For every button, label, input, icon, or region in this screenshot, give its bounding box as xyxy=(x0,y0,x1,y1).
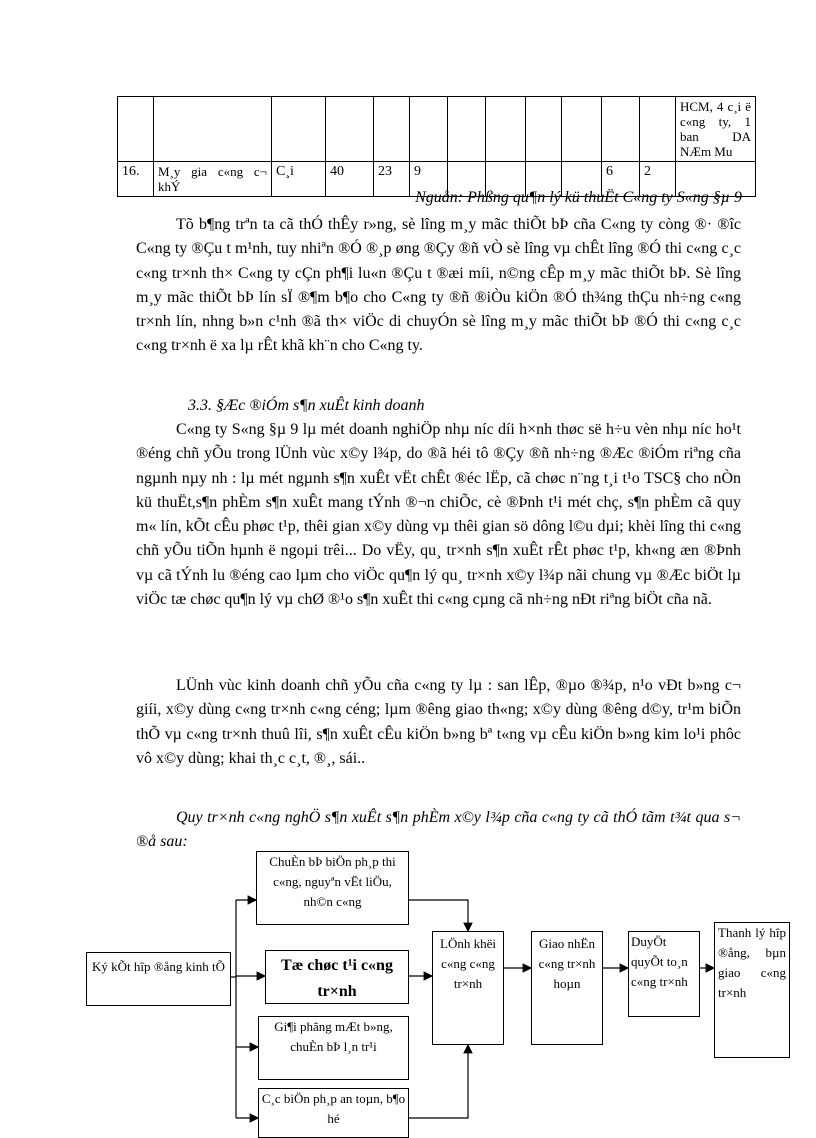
table-cell: 2 xyxy=(640,162,676,197)
step-liquidate-contract: Thanh lý hîp ®ång, bµn giao c«ng tr×nh xyxy=(714,922,790,1058)
section-heading: 3.3. §Æc ®iÓm s¶n xuÊt kinh doanh xyxy=(188,397,425,414)
step-sign-contract: Ký kÕt hîp ®ång kinh tÕ xyxy=(86,952,231,1006)
step-safety-measures: C¸c biÖn ph¸p an toµn, b¶o hé xyxy=(258,1088,409,1138)
table-cell-name: M¸y gia c«ng c¬ khÝ xyxy=(154,162,272,197)
source-note: Nguån: Phßng qu¶n lý kü thuËt C«ng ty S«ng §µ 9 xyxy=(415,189,742,206)
paragraph-process-intro: Quy tr×nh c«ng nghÖ s¶n xuÊt s¶n phÈm x©y l¾p cña c«ng ty cã thÓ tãm t¾t qua s¬ ®å sau: xyxy=(136,809,741,851)
paragraph-characteristics: C«ng ty S«ng §µ 9 lµ mét doanh nghiÖp nhµ níc díi h×nh thøc së h÷u vèn nhµ níc ho¹t ®éng chñ yÕu trong lÜnh vùc x©y l¾p, do ®ã héi tô ®Çy ®ñ nh÷ng ®Æc ®iÓm riªng cña ngµnh nµy nh : lµ mét ngµnh s¶n xuÊt vËt chÊt ®éc lËp, cã chøc n¨ng t¸i t¹o TSC§ cho nÒn kü thuËt,s¶n phÈm s¶n xuÊt mang tÝnh ®¬n chiÕc, cè ®Þnh t¹i mét chç, s¶n phÈm cã quy m« lín, kÕt cÊu phøc t¹p, thêi gian x©y dùng vµ thêi gian sö dông l©u dµi; khèi lîng thi c«ng chñ yÕu tiÕn hµnh ë ngoµi trêi... Do vËy, qu¸ tr×nh s¶n xuÊt rÊt phøc t¹p, kh«ng æn ®Þnh vµ cã tÝnh lu ®éng cao lµm cho viÖc qu¶n lý qu¸ tr×nh x©y l¾p nãi chung vµ ®Æc biÖt lµ viÖc tæ chøc qu¶n lý vµ chØ ®¹o s¶n xuÊt thi c«ng cµng cã nh÷ng nÐt riªng biÖt cña nã. xyxy=(136,421,741,609)
step-prepare-resources: ChuÈn bÞ biÖn ph¸p thi c«ng, nguyªn vËt liÖu, nh©n c«ng xyxy=(256,851,409,925)
step-organize-site: Tæ chøc t¹i c«ng tr×nh xyxy=(265,950,409,1004)
table-cell-index: 16. xyxy=(118,162,154,197)
table-cell: 23 xyxy=(374,162,410,197)
table-cell: 40 xyxy=(326,162,374,197)
step-approve-settlement: DuyÖt quyÕt to¸n c«ng tr×nh xyxy=(628,931,700,1017)
step-handover: Giao nhËn c«ng tr×nh hoµn xyxy=(531,931,603,1045)
step-site-clearance: Gi¶i phãng mÆt b»ng, chuÈn bÞ l¸n tr¹i xyxy=(258,1016,409,1080)
paragraph-business-fields: LÜnh vùc kinh doanh chñ yÕu cña c«ng ty lµ : san lÊp, ®µo ®¾p, n¹o vÐt b»ng c¬ giíi, x©y dùng c«ng tr×nh c«ng céng; lµm ®êng giao th«ng; x©y dùng ®êng d©y, tr¹m biÕn thÕ vµ c«ng tr×nh thuû lîi, s¶n xuÊt cÊu kiÖn b»ng bª t«ng vµ cÊu kiÖn b»ng kim lo¹i phôc vô x©y dùng; khai th¸c c¸t, ®¸, sái.. xyxy=(136,677,741,767)
table-cell-unit: C¸i xyxy=(272,162,326,197)
table-cell: 9 xyxy=(410,162,448,197)
table-cell: 6 xyxy=(602,162,640,197)
connector-arrow xyxy=(409,1045,468,1118)
step-start-order: LÖnh khëi c«ng c«ng tr×nh xyxy=(432,931,504,1045)
connector-arrow xyxy=(409,900,468,931)
table-cell-notes: HCM, 4 c¸i ë c«ng ty, 1 ban DA NÆm Mu xyxy=(676,97,756,162)
paragraph-equipment: Tõ b¶ng trªn ta cã thÓ thÊy r»ng, sè lîng m¸y mãc thiÕt bÞ cña C«ng ty còng ®· ®îc C«ng ty ®Çu t m¹nh, tuy nhiªn ®Ó ®¸p øng ®Çy ®ñ vÒ sè lîng vµ chÊt lîng ®Ó thi c«ng c¸c c«ng tr×nh th× C«ng ty cÇn ph¶i lu«n ®Çu t ®æi míi, n©ng cÊp m¸y mãc thiÕt bÞ. Sè lîng m¸y mãc thiÕt bÞ lín sÏ ®¶m b¶o cho C«ng ty ®ñ ®iÒu kiÖn ®Ó th¾ng thÇu nh÷ng c«ng tr×nh lín, nhng b»n c¹nh ®ã th× viÖc di chuyÓn sè lîng m¸y mãc thiÕt bÞ ®Ó thi c«ng c¸c c«ng tr×nh ë xa lµ rÊt khã kh¨n cho C«ng ty. xyxy=(136,216,741,355)
